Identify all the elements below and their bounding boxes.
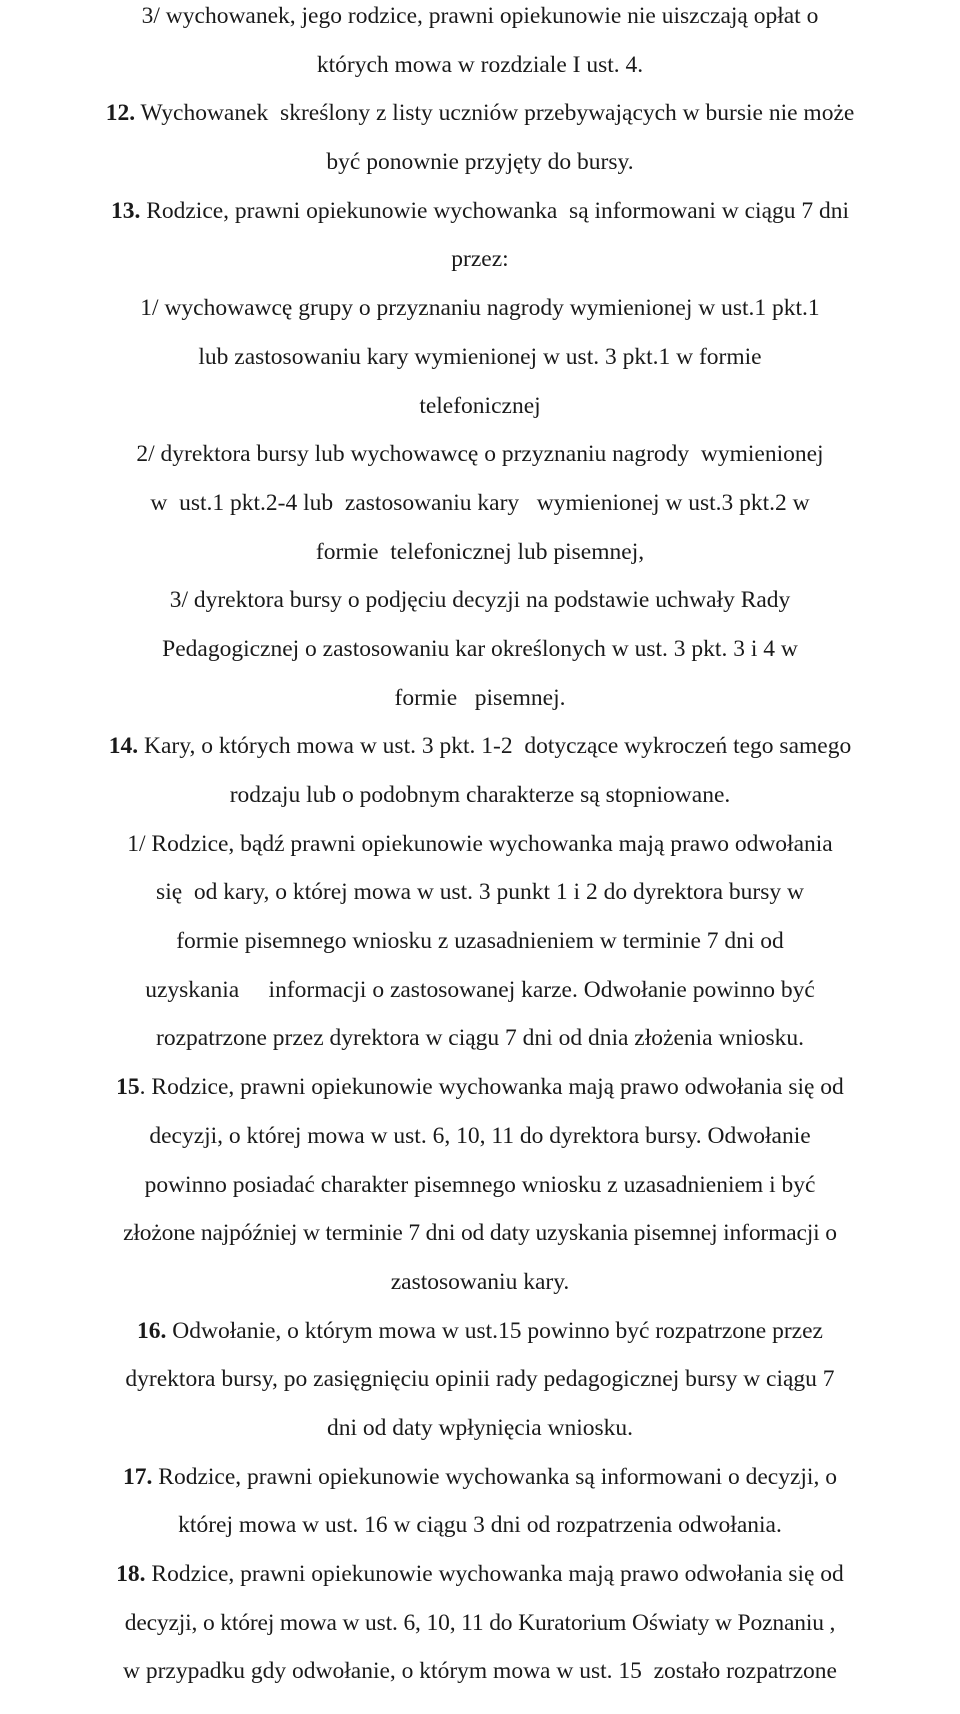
text-line: 3/ wychowanek, jego rodzice, prawni opiekunowie nie uiszczają opłat o bbox=[141, 3, 819, 29]
text-line: 14. Kary, o których mowa w ust. 3 pkt. 1-2 dotyczące wykroczeń tego samego bbox=[108, 733, 852, 760]
text-line: 1/ Rodzice, bądź prawni opiekunowie wychowanka mają prawo odwołania bbox=[127, 830, 833, 857]
text-line: być ponownie przyjęty do bursy. bbox=[326, 149, 634, 176]
item-number: 12. bbox=[105, 100, 136, 127]
item-number: 15 bbox=[116, 1074, 140, 1101]
text-line: której mowa w ust. 16 w ciągu 3 dni od rozpatrzenia odwołania. bbox=[178, 1512, 782, 1539]
text-line: formie pisemnego wniosku z uzasadnieniem w terminie 7 dni od bbox=[176, 928, 784, 955]
text-line: uzyskania informacji o zastosowanej karze. Odwołanie powinno być bbox=[145, 976, 815, 1003]
text-line: rodzaju lub o podobnym charakterze są stopniowane. bbox=[229, 782, 731, 808]
text-line: zastosowaniu kary. bbox=[390, 1268, 570, 1295]
text-line: decyzji, o której mowa w ust. 6, 10, 11 do Kuratorium Oświaty w Poznaniu , bbox=[124, 1609, 836, 1636]
text-line: 1/ wychowawcę grupy o przyznaniu nagrody wymienionej w ust.1 pkt.1 bbox=[140, 295, 820, 322]
item-number: 13. bbox=[110, 197, 141, 224]
text-line: dni od daty wpłynięcia wniosku. bbox=[326, 1414, 634, 1441]
text-line: 3/ dyrektora bursy o podjęciu decyzji na podstawie uchwały Rady bbox=[169, 587, 791, 614]
text-line: 16. Odwołanie, o którym mowa w ust.15 powinno być rozpatrzone przez bbox=[137, 1317, 823, 1344]
text-line: dyrektora bursy, po zasięgnięciu opinii rady pedagogicznej bursy w ciągu 7 bbox=[125, 1366, 835, 1393]
item-number: 18. bbox=[116, 1561, 146, 1587]
text-line: lub zastosowaniu kary wymienionej w ust. 3 pkt.1 w formie bbox=[198, 343, 762, 370]
text-line: w przypadku gdy odwołanie, o którym mowa w ust. 15 zostało rozpatrzone bbox=[123, 1658, 837, 1685]
text-line: decyzji, o której mowa w ust. 6, 10, 11 do dyrektora bursy. Odwołanie bbox=[149, 1122, 811, 1149]
text-line: 12. Wychowanek skreślony z listy uczniów przebywających w bursie nie może bbox=[105, 100, 855, 127]
text-line: 2/ dyrektora bursy lub wychowawcę o przyznaniu nagrody wymienionej bbox=[136, 441, 824, 468]
text-line: w ust.1 pkt.2-4 lub zastosowaniu kary wymienionej w ust.3 pkt.2 w bbox=[150, 489, 810, 516]
text-line: 13. Rodzice, prawni opiekunowie wychowanka są informowani w ciągu 7 dni bbox=[110, 197, 850, 224]
text-line: formie pisemnej. bbox=[394, 684, 566, 711]
text-line: telefonicznej bbox=[419, 392, 541, 419]
item-number: 16. bbox=[137, 1317, 167, 1344]
text-line: 18. Rodzice, prawni opiekunowie wychowanka mają prawo odwołania się od bbox=[116, 1561, 844, 1587]
text-line: się od kary, o której mowa w ust. 3 punkt 1 i 2 do dyrektora bursy w bbox=[156, 879, 804, 906]
text-line: formie telefonicznej lub pisemnej, bbox=[315, 538, 645, 565]
text-line: przez: bbox=[451, 246, 509, 273]
item-number: 14. bbox=[108, 733, 139, 760]
text-line: rozpatrzone przez dyrektora w ciągu 7 dni od dnia złożenia wniosku. bbox=[156, 1025, 804, 1052]
text-line: powinno posiadać charakter pisemnego wniosku z uzasadnieniem i być bbox=[144, 1171, 816, 1198]
text-line: 17. Rodzice, prawni opiekunowie wychowanka są informowani o decyzji, o bbox=[123, 1463, 837, 1490]
text-line: których mowa w rozdziale I ust. 4. bbox=[316, 51, 644, 78]
item-number: 17. bbox=[123, 1463, 153, 1490]
text-line: złożone najpóźniej w terminie 7 dni od daty uzyskania pisemnej informacji o bbox=[123, 1220, 837, 1247]
text-line: 15. Rodzice, prawni opiekunowie wychowanka mają prawo odwołania się od bbox=[116, 1074, 844, 1101]
text-line: Pedagogicznej o zastosowaniu kar określonych w ust. 3 pkt. 3 i 4 w bbox=[162, 635, 798, 662]
